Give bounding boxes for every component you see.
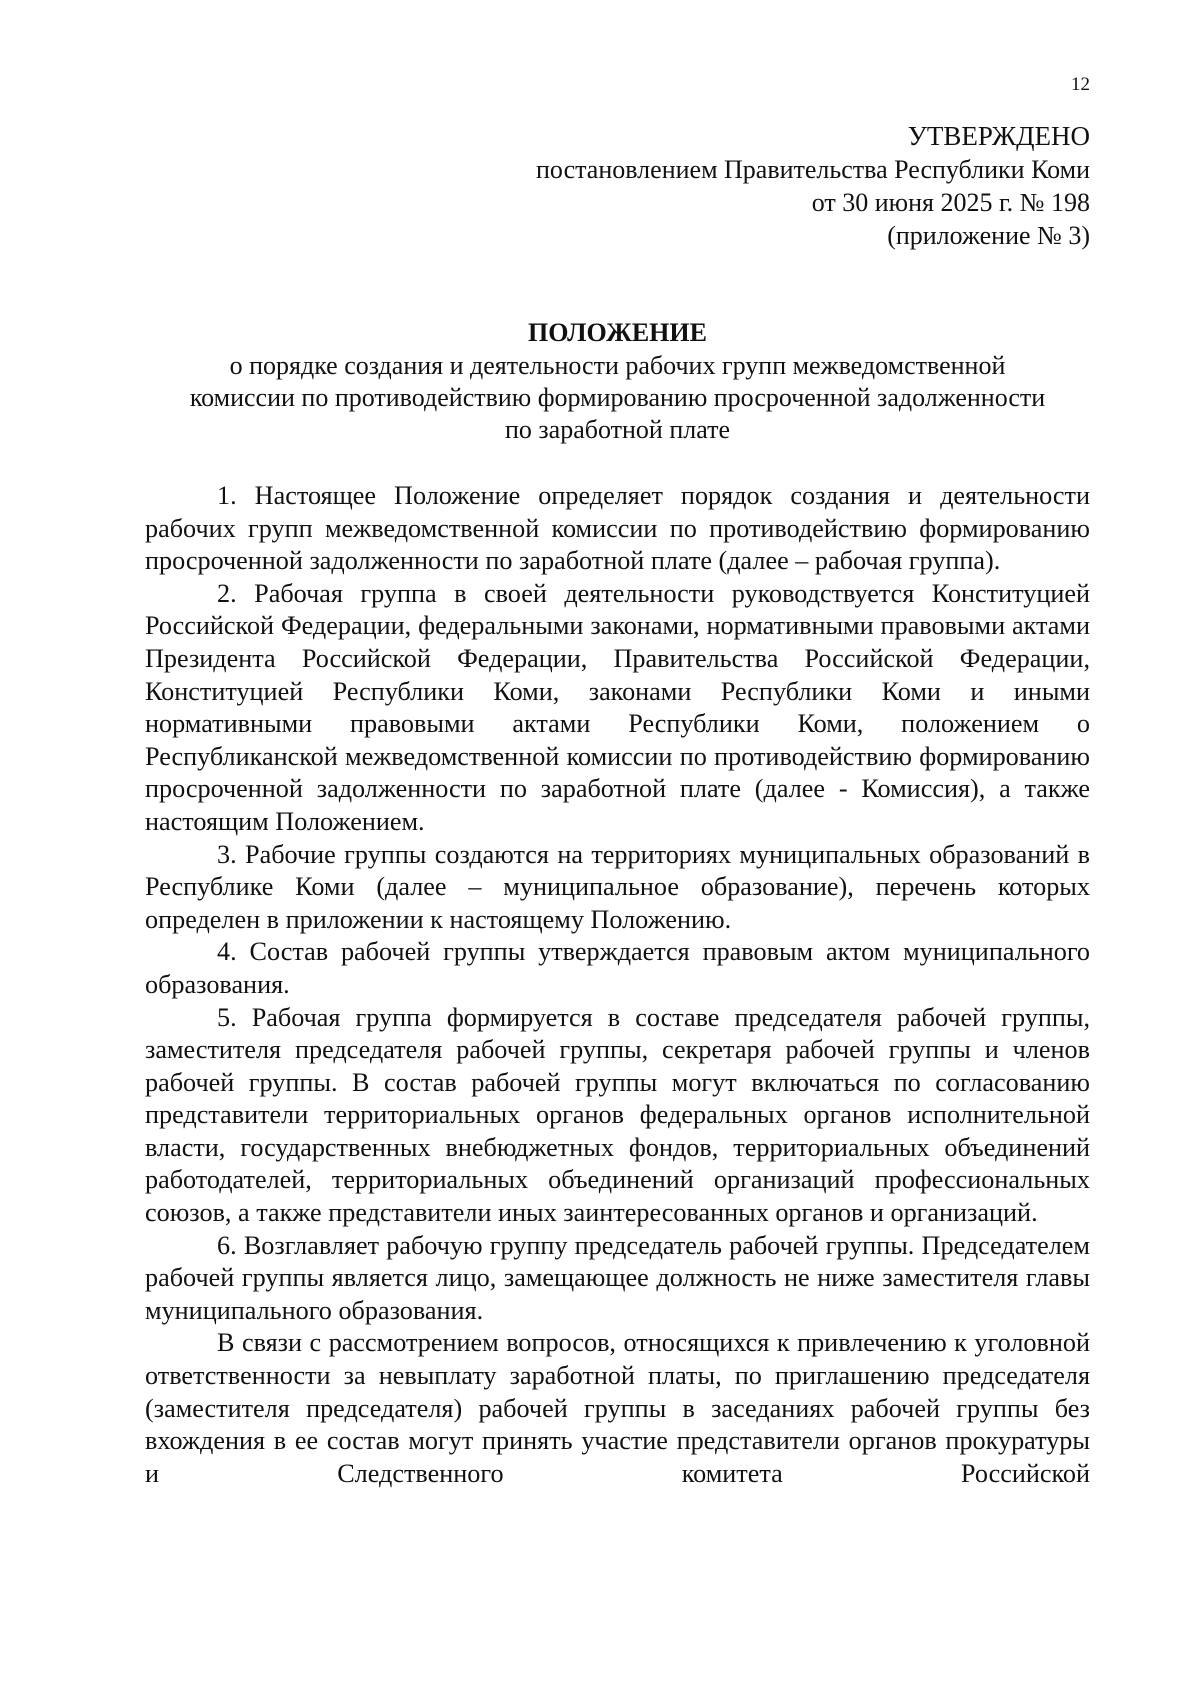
page-number: 12 bbox=[1071, 74, 1090, 95]
approval-stamp-label: УТВЕРЖДЕНО bbox=[907, 121, 1090, 151]
approval-line: (приложение № 3) bbox=[887, 221, 1090, 250]
paragraph: 1. Настоящее Положение определяет порядок создания и деятельности рабочих групп межведомственной комиссии по противодействию формированию просроченной задолженности по заработной плате (далее – рабочая группа). bbox=[145, 481, 1090, 576]
subtitle-line: о порядке создания и деятельности рабочих групп межведомственной bbox=[229, 351, 1006, 380]
approval-block bbox=[390, 120, 1090, 252]
paragraph: 3. Рабочие группы создаются на территориях муниципальных образований в Республике Коми (далее – муниципальное образование), перечень которых определен в приложении к настоящему Положению. bbox=[145, 839, 1090, 934]
document-body bbox=[145, 480, 1090, 1490]
paragraph: 4. Состав рабочей группы утверждается правовым актом муниципального образования. bbox=[145, 937, 1090, 999]
paragraph: 2. Рабочая группа в своей деятельности руководствуется Конституцией Российской Федерации, федеральными законами, нормативными правовыми актами Президента Российской Федерации, Правительства Российской Федерации, Конституцией Республики Коми, законами Республики Коми и иными нормативными правовыми актами Республики Коми, положением о Республиканской межведомственной комиссии по противодействию формированию просроченной задолженности по заработной плате (далее - Комиссия), а также настоящим Положением. bbox=[145, 578, 1090, 836]
paragraph: 6. Возглавляет рабочую группу председатель рабочей группы. Председателем рабочей группы является лицо, замещающее должность не ниже заместителя главы муниципального образования. bbox=[145, 1230, 1090, 1325]
subtitle-line: комиссии по противодействию формированию просроченной задолженности bbox=[189, 383, 1046, 412]
document-title: ПОЛОЖЕНИЕ bbox=[528, 318, 707, 347]
approval-line: постановлением Правительства Республики Коми bbox=[536, 155, 1090, 184]
subtitle-line: по заработной плате bbox=[505, 415, 730, 444]
document-subtitle bbox=[145, 350, 1090, 446]
paragraph: В связи с рассмотрением вопросов, относящихся к привлечению к уголовной ответственности за невыплату заработной платы, по приглашению председателя (заместителя председателя) рабочей группы в заседаниях рабочей группы без вхождения в ее состав могут принять участие представители органов прокуратуры и Следственного комитета Российской bbox=[145, 1328, 1090, 1488]
approval-line: от 30 июня 2025 г. № 198 bbox=[811, 188, 1090, 217]
paragraph: 5. Рабочая группа формируется в составе председателя рабочей группы, заместителя председателя рабочей группы, секретаря рабочей группы и членов рабочей группы. В состав рабочей группы могут включаться по согласованию представители территориальных органов федеральных органов исполнительной власти, государственных внебюджетных фондов, территориальных объединений работодателей, территориальных объединений организаций профессиональных союзов, а также представители иных заинтересованных органов и организаций. bbox=[145, 1002, 1090, 1228]
